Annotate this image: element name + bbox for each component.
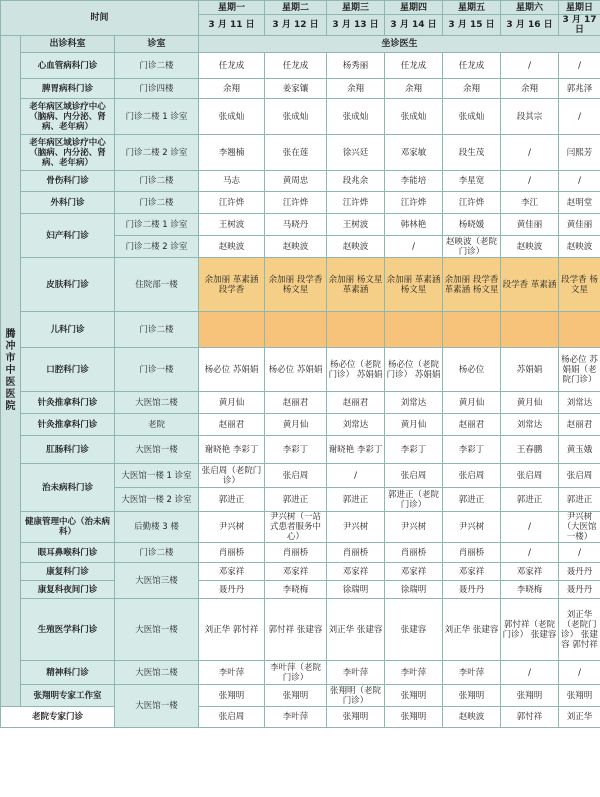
doctor-cell <box>265 312 327 348</box>
doctor-cell: 黄玉娥 <box>559 436 600 464</box>
doctor-cell: 马晓丹 <box>265 214 327 236</box>
room-header: 诊室 <box>115 36 199 53</box>
doctor-cell: 赵映波 <box>443 707 501 728</box>
room-name: 门诊二楼 <box>115 171 199 192</box>
doctor-cell <box>199 312 265 348</box>
doctor-cell: 肖丽桥 <box>327 543 385 563</box>
doctor-cell: 杨秀丽 <box>327 53 385 79</box>
doctor-cell: 张建容 <box>385 599 443 661</box>
doctor-cell: 刘常达 <box>327 414 385 436</box>
doctor-cell: 杨必位 苏娟娟 <box>265 348 327 392</box>
doctor-cell: 余加丽 革素涵 杨文星 <box>385 258 443 312</box>
dept-name: 治未病科门诊 <box>21 464 115 512</box>
doctor-cell: 段学香 革素涵 <box>501 258 559 312</box>
doctor-cell: 余翔 <box>327 79 385 99</box>
room-name: 大医馆二楼 <box>115 392 199 414</box>
dept-name: 康复科夜间门诊 <box>21 581 115 599</box>
doctor-cell: 肖丽桥 <box>199 543 265 563</box>
dept-name: 老年病区域诊疗中心（脑病、内分泌、肾病、老年病） <box>21 99 115 135</box>
doctor-cell: 赵丽君 <box>443 414 501 436</box>
room-name: 后勤楼 3 楼 <box>115 512 199 543</box>
doctor-cell: 黄月仙 <box>385 414 443 436</box>
doctor-cell: 邓家祥 <box>265 563 327 581</box>
doctor-cell: 杨晓媛 <box>443 214 501 236</box>
doctor-cell: 余加丽 革素涵 段学香 <box>199 258 265 312</box>
doctor-cell: 江许烨 <box>327 192 385 214</box>
doctor-cell: / <box>327 464 385 488</box>
doctor-cell: 刘正华 <box>559 707 600 728</box>
doctor-cell: / <box>501 661 559 685</box>
doctor-cell: 余翔 <box>443 79 501 99</box>
doctor-cell: 江许烨 <box>199 192 265 214</box>
doctor-cell: 王树波 <box>199 214 265 236</box>
doctor-cell: 张启周 <box>385 464 443 488</box>
dept-name: 心血管病科门诊 <box>21 53 115 79</box>
doctor-cell: 邓家祥 <box>501 563 559 581</box>
room-name: 大医馆一楼 2 诊室 <box>115 488 199 512</box>
doctor-cell: 邓家敏 <box>385 135 443 171</box>
doctor-cell: 王树波 <box>327 214 385 236</box>
doctor-cell: 李叶萍 <box>199 661 265 685</box>
doctor-cell: 余加丽 杨文星 革素涵 <box>327 258 385 312</box>
doctor-cell: 张成灿 <box>443 99 501 135</box>
doctor-cell: 尹兴树（一站式患者服务中心） <box>265 512 327 543</box>
doctor-cell: 赵映波（老院门诊） <box>443 236 501 258</box>
dept-name: 脾胃病科门诊 <box>21 79 115 99</box>
date-4: 3 月 14 日 <box>385 15 443 36</box>
doctor-cell: 赵丽君 <box>265 392 327 414</box>
doctor-cell: 李彩丁 <box>265 436 327 464</box>
table-row <box>1 661 600 685</box>
doctor-cell: 刘正华 张建容 <box>327 599 385 661</box>
room-name: 大医馆二楼 <box>115 661 199 685</box>
table-row <box>1 464 600 488</box>
doctor-cell: 黄佳丽 <box>501 214 559 236</box>
dept-name: 精神科门诊 <box>21 661 115 685</box>
dept-name: 张翔明专家工作室 <box>21 685 115 707</box>
doctor-cell: 郭进正 <box>559 488 600 512</box>
doctor-cell: 李晓梅 <box>501 581 559 599</box>
doctor-cell: / <box>501 135 559 171</box>
doctor-cell: 江许烨 <box>385 192 443 214</box>
dept-name: 针灸推拿科门诊 <box>21 392 115 414</box>
dept-name: 健康管理中心（治未病科） <box>21 512 115 543</box>
doctor-header: 坐诊医生 <box>199 36 600 53</box>
doctor-cell: 任龙成 <box>385 53 443 79</box>
doctor-cell: 徐瑞明 <box>327 581 385 599</box>
doctor-cell: 赵丽君 <box>199 414 265 436</box>
room-name: 大医馆一楼 <box>115 599 199 661</box>
doctor-cell: 郭兆泽 <box>559 79 600 99</box>
doctor-cell: / <box>501 53 559 79</box>
doctor-cell: 黄月仙 <box>199 392 265 414</box>
doctor-cell: 赵丽君 <box>559 414 600 436</box>
table-row <box>1 543 600 563</box>
room-name: 大医馆一楼 1 诊室 <box>115 464 199 488</box>
doctor-cell: 李江 <box>501 192 559 214</box>
dept-name: 康复科门诊 <box>21 563 115 581</box>
table-row <box>1 192 600 214</box>
doctor-cell: 赵丽君 <box>327 392 385 414</box>
doctor-cell: 刘常达 <box>559 392 600 414</box>
doctor-cell: / <box>559 53 600 79</box>
dept-name: 老院专家门诊 <box>1 707 115 728</box>
doctor-cell: / <box>559 661 600 685</box>
doctor-cell: 黄佳丽 <box>559 214 600 236</box>
room-name: 门诊一楼 <box>115 348 199 392</box>
doctor-cell: / <box>559 171 600 192</box>
doctor-cell: 张成灿 <box>265 99 327 135</box>
dept-name: 骨伤科门诊 <box>21 171 115 192</box>
doctor-cell: 余加丽 段学香 杨文星 <box>265 258 327 312</box>
doctor-cell: 张启周 <box>501 464 559 488</box>
table-row <box>1 512 600 543</box>
doctor-cell: / <box>501 512 559 543</box>
room-name: 门诊二楼 <box>115 543 199 563</box>
doctor-cell: / <box>501 543 559 563</box>
doctor-cell: 刘常达 <box>501 414 559 436</box>
room-name: 大医馆一楼 <box>115 685 199 728</box>
time-header: 时间 <box>1 1 199 36</box>
week-day-4: 星期四 <box>385 1 443 15</box>
doctor-cell: 谢晓艳 李彩丁 <box>199 436 265 464</box>
doctor-cell <box>385 312 443 348</box>
doctor-cell: 余翔 <box>199 79 265 99</box>
doctor-cell: 肖丽桥 <box>443 543 501 563</box>
doctor-cell: 张翔明 <box>385 707 443 728</box>
dept-name: 儿科门诊 <box>21 312 115 348</box>
doctor-cell: 李叶萍 <box>265 707 327 728</box>
dept-name: 眼耳鼻喉科门诊 <box>21 543 115 563</box>
doctor-cell: 郭进正 <box>327 488 385 512</box>
room-name: 门诊二楼 <box>115 53 199 79</box>
doctor-cell: 郭进正（老院门诊） <box>385 488 443 512</box>
doctor-cell: 徐瑞明 <box>385 581 443 599</box>
dept-name: 口腔科门诊 <box>21 348 115 392</box>
doctor-cell: 郭进正 <box>199 488 265 512</box>
doctor-cell: 李晓梅 <box>265 581 327 599</box>
doctor-cell: 赵映波 <box>327 236 385 258</box>
doctor-cell: 刘正华 郭忖祥 <box>199 599 265 661</box>
dept-name: 外科门诊 <box>21 192 115 214</box>
doctor-cell: 李叶萍（老院门诊） <box>265 661 327 685</box>
doctor-cell: 张在莲 <box>265 135 327 171</box>
date-1: 3 月 11 日 <box>199 15 265 36</box>
doctor-cell: 任龙成 <box>265 53 327 79</box>
doctor-cell: 张成灿 <box>327 99 385 135</box>
table-row <box>1 99 600 135</box>
room-name: 门诊二楼 2 诊室 <box>115 236 199 258</box>
table-row <box>1 599 600 661</box>
doctor-cell: 张翔明 <box>265 685 327 707</box>
table-row <box>1 171 600 192</box>
doctor-cell: 张翔明（老院门诊） <box>327 685 385 707</box>
doctor-cell: 段学香 杨文星 <box>559 258 600 312</box>
doctor-cell: / <box>385 236 443 258</box>
doctor-cell: 尹兴树 <box>199 512 265 543</box>
doctor-cell: 邓家祥 <box>385 563 443 581</box>
doctor-cell: / <box>501 171 559 192</box>
dept-name: 生殖医学科门诊 <box>21 599 115 661</box>
doctor-cell: 黄周忠 <box>265 171 327 192</box>
doctor-cell: 邓家祥 <box>443 563 501 581</box>
doctor-cell: 李叶萍 <box>385 661 443 685</box>
table-row <box>1 707 600 728</box>
doctor-cell: 张启周 <box>265 464 327 488</box>
doctor-cell: 张启周 <box>199 707 265 728</box>
doctor-cell: 李翘楠 <box>199 135 265 171</box>
week-day-7: 星期日 <box>559 1 600 15</box>
doctor-cell: 尹兴树（大医馆一楼） <box>559 512 600 543</box>
room-name: 门诊二楼 1 诊室 <box>115 214 199 236</box>
doctor-cell: 赵映波 <box>501 236 559 258</box>
doctor-cell: 闫熙芳 <box>559 135 600 171</box>
doctor-cell: 江许烨 <box>443 192 501 214</box>
doctor-cell: 韩林艳 <box>385 214 443 236</box>
doctor-cell: 郭忖祥 张建容 <box>265 599 327 661</box>
doctor-cell: 肖丽桥 <box>265 543 327 563</box>
week-day-6: 星期六 <box>501 1 559 15</box>
room-name: 门诊二楼 2 诊室 <box>115 135 199 171</box>
doctor-cell: 赵映波 <box>265 236 327 258</box>
doctor-cell: 赵映波 <box>559 236 600 258</box>
doctor-cell: 张成灿 <box>385 99 443 135</box>
date-2: 3 月 12 日 <box>265 15 327 36</box>
doctor-cell <box>501 312 559 348</box>
doctor-cell: 任龙成 <box>199 53 265 79</box>
dept-header: 出诊科室 <box>21 36 115 53</box>
doctor-cell: 赵映波 <box>199 236 265 258</box>
doctor-cell: 张启周 <box>559 464 600 488</box>
table-row <box>1 135 600 171</box>
table-row <box>1 563 600 581</box>
doctor-cell: 杨必位（老院门诊） 苏娟娟 <box>385 348 443 392</box>
doctor-cell: / <box>559 543 600 563</box>
doctor-cell: 马志 <box>199 171 265 192</box>
room-name: 大医馆三楼 <box>115 563 199 599</box>
doctor-cell: 王春鹏 <box>501 436 559 464</box>
doctor-cell: 李能培 <box>385 171 443 192</box>
week-day-2: 星期二 <box>265 1 327 15</box>
doctor-cell: 段兆余 <box>327 171 385 192</box>
doctor-cell: 段生茂 <box>443 135 501 171</box>
doctor-cell: 邓家祥 <box>199 563 265 581</box>
table-row <box>1 312 600 348</box>
doctor-cell: 张启周 <box>443 464 501 488</box>
doctor-cell: 苏娟娟 <box>501 348 559 392</box>
doctor-cell: 姜家镶 <box>265 79 327 99</box>
doctor-cell: 聂丹丹 <box>559 581 600 599</box>
room-name: 老院 <box>115 414 199 436</box>
table-row <box>1 214 600 236</box>
doctor-cell: 郭进正 <box>265 488 327 512</box>
week-day-5: 星期五 <box>443 1 501 15</box>
table-row <box>1 581 600 599</box>
doctor-cell: 任龙成 <box>443 53 501 79</box>
doctor-cell: 尹兴树 <box>327 512 385 543</box>
doctor-cell: 肖丽桥 <box>385 543 443 563</box>
date-6: 3 月 16 日 <box>501 15 559 36</box>
doctor-cell: 赵明堂 <box>559 192 600 214</box>
doctor-cell: 张翔明 <box>443 685 501 707</box>
doctor-cell: 杨必位（老院门诊） 苏娟娟 <box>327 348 385 392</box>
table-row <box>1 392 600 414</box>
table-row <box>1 79 600 99</box>
doctor-cell: 张翔明 <box>559 685 600 707</box>
hospital-name: 腾 冲 市 中 医 医 院 <box>1 36 21 707</box>
room-name: 门诊二楼 <box>115 192 199 214</box>
doctor-cell: 刘常达 <box>385 392 443 414</box>
doctor-cell <box>327 312 385 348</box>
room-name: 门诊二楼 <box>115 312 199 348</box>
doctor-cell: 余加丽 段学香 革素涵 杨文星 <box>443 258 501 312</box>
doctor-cell <box>559 312 600 348</box>
doctor-cell: 郭忖祥 <box>501 707 559 728</box>
doctor-cell: 聂丹丹 <box>443 581 501 599</box>
doctor-cell: 张翔明 <box>327 707 385 728</box>
doctor-cell: 段其宗 <box>501 99 559 135</box>
room-name: 住院部一楼 <box>115 258 199 312</box>
table-row <box>1 685 600 707</box>
doctor-cell: 黄月仙 <box>443 392 501 414</box>
doctor-cell: 徐兴廷 <box>327 135 385 171</box>
doctor-cell: 郭进正 <box>501 488 559 512</box>
doctor-cell: 郭忖祥（老院门诊） 张建容 <box>501 599 559 661</box>
doctor-cell: 李叶萍 <box>443 661 501 685</box>
doctor-cell: 张翔明 <box>501 685 559 707</box>
doctor-cell: 江许烨 <box>265 192 327 214</box>
date-5: 3 月 15 日 <box>443 15 501 36</box>
doctor-cell: 杨必位 苏娟娟 <box>199 348 265 392</box>
doctor-cell: 刘正华 张建容 <box>443 599 501 661</box>
doctor-cell: 郭进正 <box>443 488 501 512</box>
doctor-cell: 张启周（老院门诊） <box>199 464 265 488</box>
doctor-cell <box>443 312 501 348</box>
room-name: 大医馆一楼 <box>115 436 199 464</box>
doctor-cell: 谢晓艳 李彩丁 <box>327 436 385 464</box>
date-3: 3 月 13 日 <box>327 15 385 36</box>
dept-name: 肛肠科门诊 <box>21 436 115 464</box>
doctor-cell: / <box>559 99 600 135</box>
week-day-3: 星期三 <box>327 1 385 15</box>
doctor-cell: 杨必位 <box>443 348 501 392</box>
dept-name: 妇产科门诊 <box>21 214 115 258</box>
doctor-cell: 杨必位 苏娟娟（老院门诊） <box>559 348 600 392</box>
doctor-cell: 李彩丁 <box>385 436 443 464</box>
doctor-cell: 刘正华（老院门诊） 张建容 郭忖祥 <box>559 599 600 661</box>
dept-name: 皮肤科门诊 <box>21 258 115 312</box>
doctor-cell: 聂丹丹 <box>559 563 600 581</box>
table-row <box>1 348 600 392</box>
doctor-cell: 李叶萍 <box>327 661 385 685</box>
room-name: 门诊二楼 1 诊室 <box>115 99 199 135</box>
doctor-cell: 张翔明 <box>385 685 443 707</box>
dept-name: 老年病区域诊疗中心（脑病、内分泌、肾病、老年病） <box>21 135 115 171</box>
doctor-cell: 邓家祥 <box>327 563 385 581</box>
table-row <box>1 53 600 79</box>
doctor-cell: 尹兴树 <box>385 512 443 543</box>
doctor-cell: 李彩丁 <box>443 436 501 464</box>
doctor-cell: 张翔明 <box>199 685 265 707</box>
doctor-cell: 聂丹丹 <box>199 581 265 599</box>
week-day-1: 星期一 <box>199 1 265 15</box>
doctor-cell: 余翔 <box>385 79 443 99</box>
doctor-cell: 尹兴树 <box>443 512 501 543</box>
date-7: 3 月 17 日 <box>559 15 600 36</box>
room-name: 门诊四楼 <box>115 79 199 99</box>
doctor-cell: 张成灿 <box>199 99 265 135</box>
doctor-cell: 李星宽 <box>443 171 501 192</box>
dept-name: 针灸推拿科门诊 <box>21 414 115 436</box>
doctor-cell: 黄月仙 <box>501 392 559 414</box>
doctor-cell: 余翔 <box>501 79 559 99</box>
table-row <box>1 436 600 464</box>
table-row <box>1 414 600 436</box>
doctor-cell: 黄月仙 <box>265 414 327 436</box>
table-row <box>1 258 600 312</box>
